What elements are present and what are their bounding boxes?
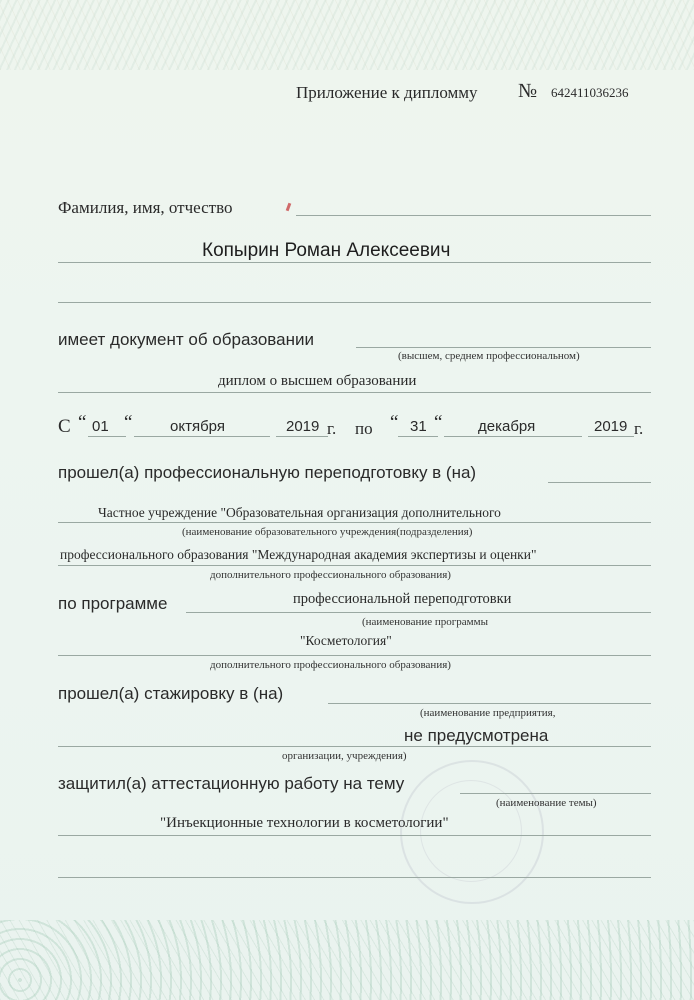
from-year: 2019 [286,418,320,435]
internship-hint-2: организации, учреждения) [282,750,407,762]
education-hint: (высшем, среднем профессиональном) [398,350,580,362]
ink-mark [286,203,292,212]
fio-value: Копырин Роман Алексеевич [202,240,451,261]
internship-value: не предусмотрена [404,726,549,745]
org-line-1: Частное учреждение "Образовательная организация дополнительного [98,505,501,520]
program-value-1: профессиональной переподготовки [293,591,512,607]
program-hint-1: (наименование программы [362,616,488,628]
from-prefix: С [58,416,71,437]
fio-label: Фамилия, имя, отчество [58,198,233,217]
program-label: по программе [58,594,168,613]
number-sign: № [518,80,538,102]
org-hint-2: дополнительного профессионального образования) [210,569,451,581]
thesis-label: защитил(а) аттестационную работу на тему [58,774,405,793]
internship-hint-1: (наименование предприятия, [420,707,556,719]
diploma-number: 642411036236 [551,85,629,100]
diploma-appendix-page: Приложение к дипломму № 642411036236 Фамилия, имя, отчество Копырин Роман Алексеевич имеет документ об образовании (высшем, среднем профессиональном) диплом о высшем образовании С “ 01 “ октября 2019 г. по “ 31 “ декабря 2019 г. прошел(а) профессиональную переподготовку в (на) Частное учреждение "Образовательная организация дополнительного (наименование образовательного учреждения(подразделения) профессионального образования "Международная академия экспертизы и оценки" дополнительного профессионального образования) по программе профессиональной переподготовки (наименование программы "Косметология" дополнительного профессионального образования) прошел(а) стажировку в (на) (наименование предприятия, не предусмотрена организации, учреждения) защитил(а) аттестационную работу на тему (наименование темы) "Инъекционные технологии в косметологии" [0,0,694,1000]
org-hint-1: (наименование образовательного учреждения(подразделения) [182,526,473,538]
education-value: диплом о высшем образовании [218,373,417,389]
to-month: декабря [478,418,536,435]
internship-label: прошел(а) стажировку в (на) [58,684,284,703]
retraining-label: прошел(а) профессиональную переподготовку в (на) [58,463,477,482]
thesis-value: "Инъекционные технологии в косметологии" [160,815,449,831]
program-hint-2: дополнительного профессионального образования) [210,659,451,671]
guilloche-bottom-pattern [0,920,694,1000]
guilloche-top-pattern [0,0,694,70]
to-prefix: по [355,419,373,438]
to-year: 2019 [594,418,628,435]
from-day: 01 [92,418,109,435]
education-label: имеет документ об образовании [58,330,314,349]
org-line-2: профессионального образования "Международная академия экспертизы и оценки" [60,547,537,562]
faded-stamp [400,760,544,904]
appendix-title: Приложение к дипломму [296,83,478,102]
program-value-2: "Косметология" [300,633,392,648]
from-month: октября [170,418,225,435]
thesis-hint: (наименование темы) [496,797,597,809]
to-day: 31 [410,418,427,435]
